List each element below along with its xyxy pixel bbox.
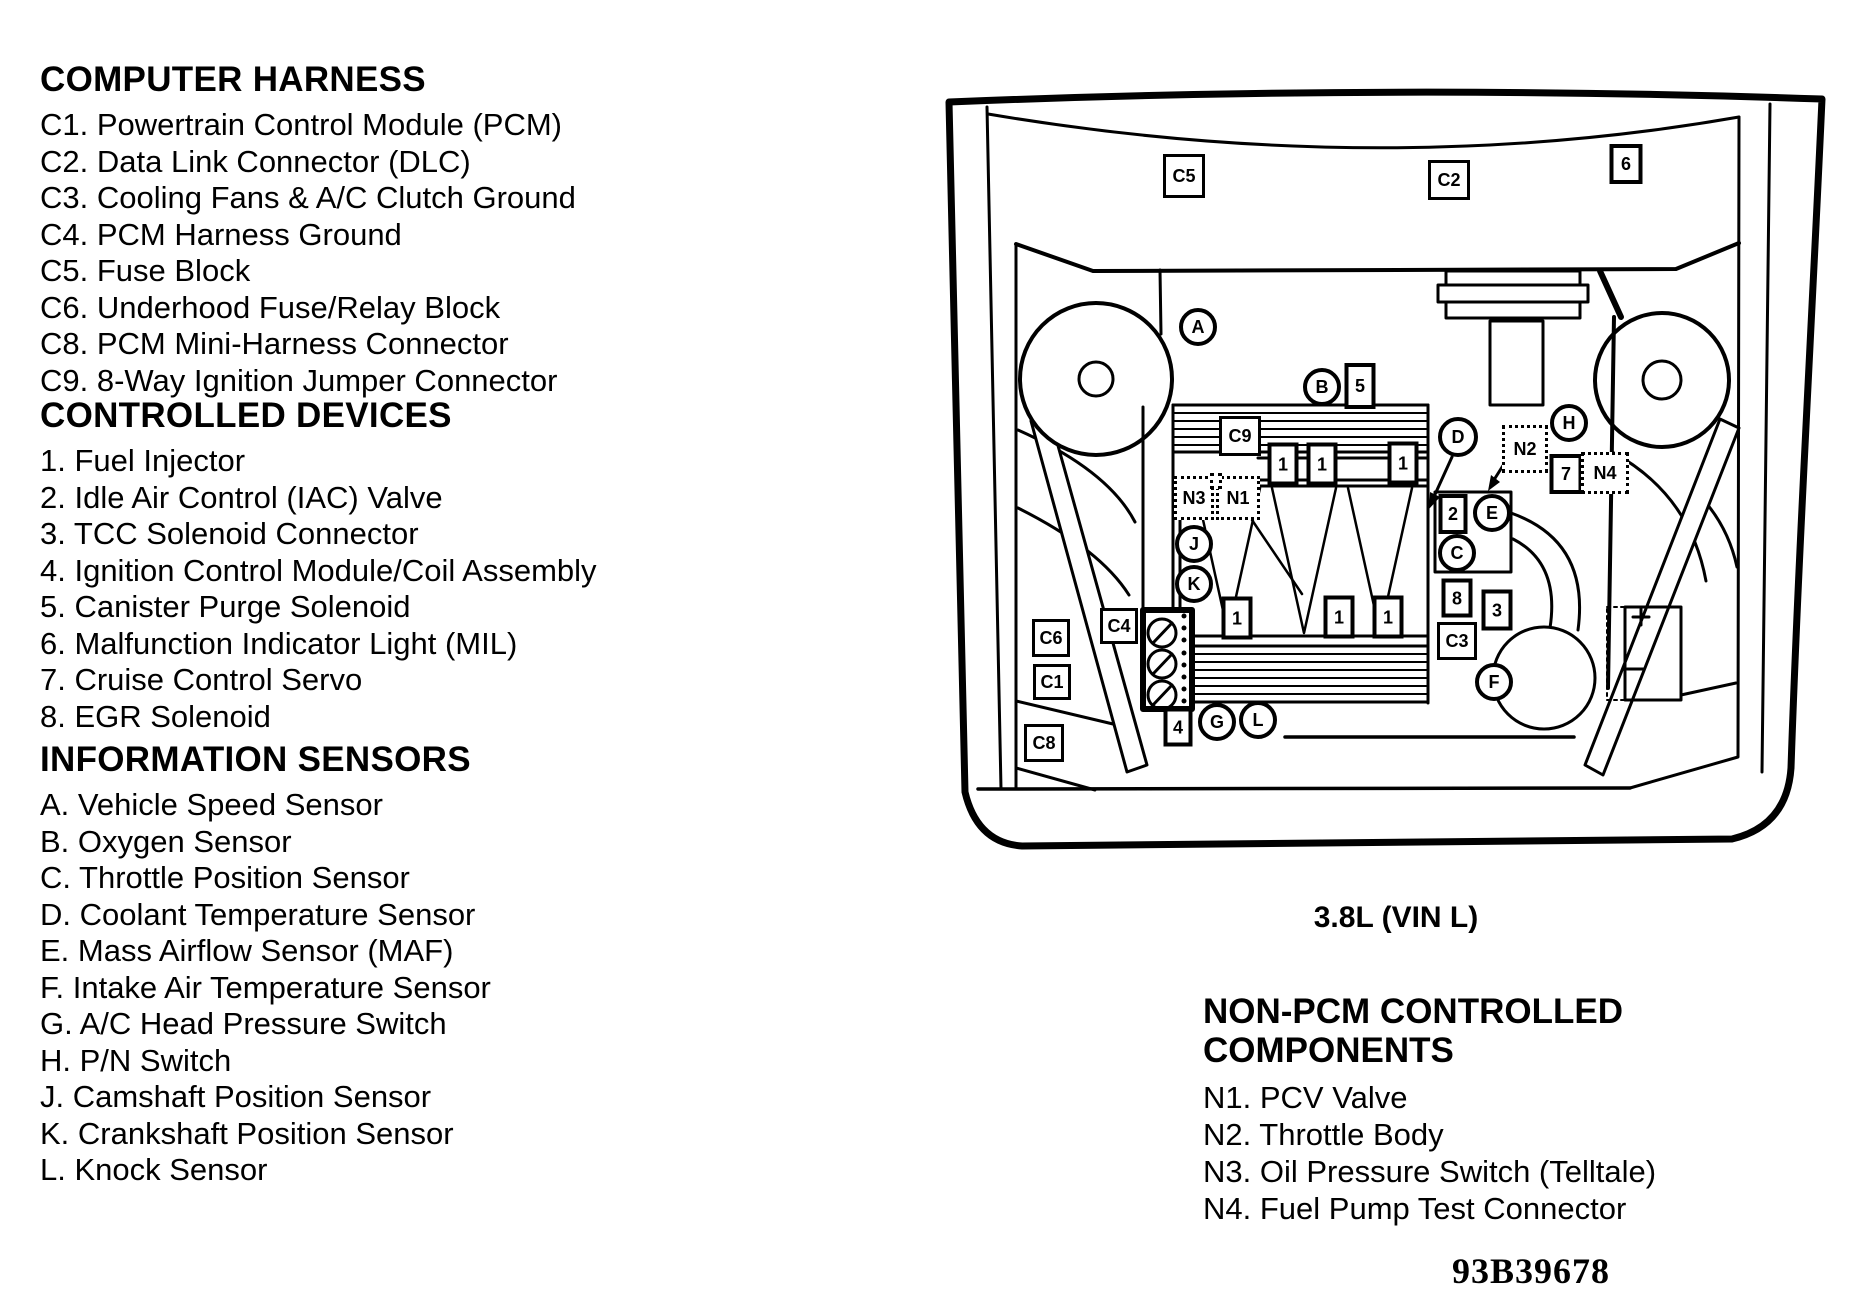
- callout-8-23: 8: [1442, 579, 1473, 618]
- legend-item: C8. PCM Mini-Harness Connector: [40, 326, 509, 361]
- callout-C8-33: C8: [1024, 724, 1064, 762]
- non-pcm-title-line2: COMPONENTS: [1203, 1031, 1454, 1070]
- callout-5-5: 5: [1345, 363, 1376, 409]
- section-title-controlled-devices: CONTROLLED DEVICES: [40, 396, 452, 435]
- legend-item: C3. Cooling Fans & A/C Clutch Ground: [40, 180, 576, 215]
- legend-item: G. A/C Head Pressure Switch: [40, 1006, 447, 1041]
- legend-item: C4. PCM Harness Ground: [40, 216, 402, 252]
- callout-J-21: J: [1175, 525, 1213, 563]
- callout-C9-6: C9: [1219, 416, 1261, 456]
- section-non-pcm-components: [1203, 992, 1656, 1227]
- legend-item: C6. Underhood Fuse/Relay Block: [40, 289, 501, 325]
- callout-1-14: 1: [1388, 442, 1419, 485]
- callout-1-12: 1: [1268, 443, 1299, 486]
- legend-item: C1. Powertrain Control Module (PCM): [40, 107, 563, 142]
- legend-item: J. Camshaft Position Sensor: [40, 1079, 432, 1114]
- legend-item: C2. Data Link Connector (DLC): [40, 143, 471, 179]
- callout-C-20: C: [1438, 534, 1476, 572]
- legend-item: C5. Fuse Block: [40, 253, 251, 288]
- callout-C1-32: C1: [1033, 664, 1071, 700]
- legend-item: 1. Fuel Injector: [40, 443, 246, 478]
- callout-H-8: H: [1550, 404, 1588, 442]
- legend-item: A. Vehicle Speed Sensor: [40, 787, 383, 822]
- non-pcm-title-line1: NON-PCM CONTROLLED: [1203, 992, 1623, 1031]
- callout-3-24: 3: [1482, 590, 1513, 631]
- callout-K-22: K: [1175, 565, 1213, 603]
- legend-item: 5. Canister Purge Solenoid: [40, 589, 411, 624]
- callout-4-34: 4: [1164, 708, 1193, 747]
- legend-item: N4. Fuel Pump Test Connector: [1203, 1191, 1627, 1226]
- section-title-information-sensors: INFORMATION SENSORS: [40, 740, 471, 779]
- legend-item: N3. Oil Pressure Switch (Telltale): [1203, 1154, 1657, 1189]
- legend-item: 3. TCC Solenoid Connector: [40, 516, 419, 551]
- callout-mark-17: [1210, 473, 1222, 489]
- legend-item: C9. 8-Way Ignition Jumper Connector: [40, 362, 558, 398]
- callout-C6-31: C6: [1032, 619, 1070, 657]
- legend-item: L. Knock Sensor: [40, 1152, 268, 1187]
- document-number: 93B39678: [1452, 1251, 1611, 1291]
- legend-item: C. Throttle Position Sensor: [40, 860, 410, 895]
- callout-6-2: 6: [1610, 144, 1643, 184]
- callout-N4-11: N4: [1581, 452, 1629, 494]
- callout-E-19: E: [1473, 494, 1511, 532]
- legend-item: 6. Malfunction Indicator Light (MIL): [40, 625, 518, 661]
- non-pcm-list: [1203, 1079, 1656, 1227]
- legend-item: 2. Idle Air Control (IAC) Valve: [40, 479, 443, 515]
- legend-item: K. Crankshaft Position Sensor: [40, 1115, 454, 1151]
- callout-B-4: B: [1303, 368, 1341, 406]
- callout-L-36: L: [1239, 701, 1277, 739]
- callout-D-7: D: [1438, 417, 1478, 457]
- callout-C5-0: C5: [1163, 154, 1205, 198]
- callout-C2-1: C2: [1428, 160, 1470, 200]
- callout-7-10: 7: [1550, 454, 1583, 494]
- callout-C3-25: C3: [1437, 622, 1477, 660]
- legend-item: D. Coolant Temperature Sensor: [40, 896, 476, 932]
- callout-1-26: 1: [1222, 597, 1253, 640]
- legend-item: H. P/N Switch: [40, 1042, 232, 1078]
- callout-F-29: F: [1475, 663, 1513, 701]
- legend-item: 8. EGR Solenoid: [40, 698, 271, 734]
- callout-1-28: 1: [1373, 596, 1404, 639]
- callout-A-3: A: [1179, 308, 1217, 346]
- legend-item: B. Oxygen Sensor: [40, 823, 292, 859]
- callout-1-13: 1: [1307, 443, 1338, 486]
- legend-item: E. Mass Airflow Sensor (MAF): [40, 933, 454, 968]
- callout-1-27: 1: [1324, 596, 1355, 639]
- callout-2-18: 2: [1439, 494, 1468, 534]
- legend-item: N2. Throttle Body: [1203, 1117, 1444, 1152]
- callout-G-35: G: [1198, 703, 1236, 741]
- callout-N3-15: N3: [1174, 476, 1214, 520]
- legend-item: 4. Ignition Control Module/Coil Assembly: [40, 552, 597, 588]
- legend-item: 7. Cruise Control Servo: [40, 662, 363, 697]
- legend-item: N1. PCV Valve: [1203, 1080, 1408, 1115]
- figure-caption: 3.8L (VIN L): [1313, 901, 1479, 934]
- callout-N2-9: N2: [1502, 425, 1548, 473]
- section-title-computer-harness: COMPUTER HARNESS: [40, 60, 426, 99]
- callout-C4-30: C4: [1100, 608, 1138, 644]
- callout-N1-16: N1: [1216, 476, 1260, 520]
- legend-item: F. Intake Air Temperature Sensor: [40, 969, 491, 1005]
